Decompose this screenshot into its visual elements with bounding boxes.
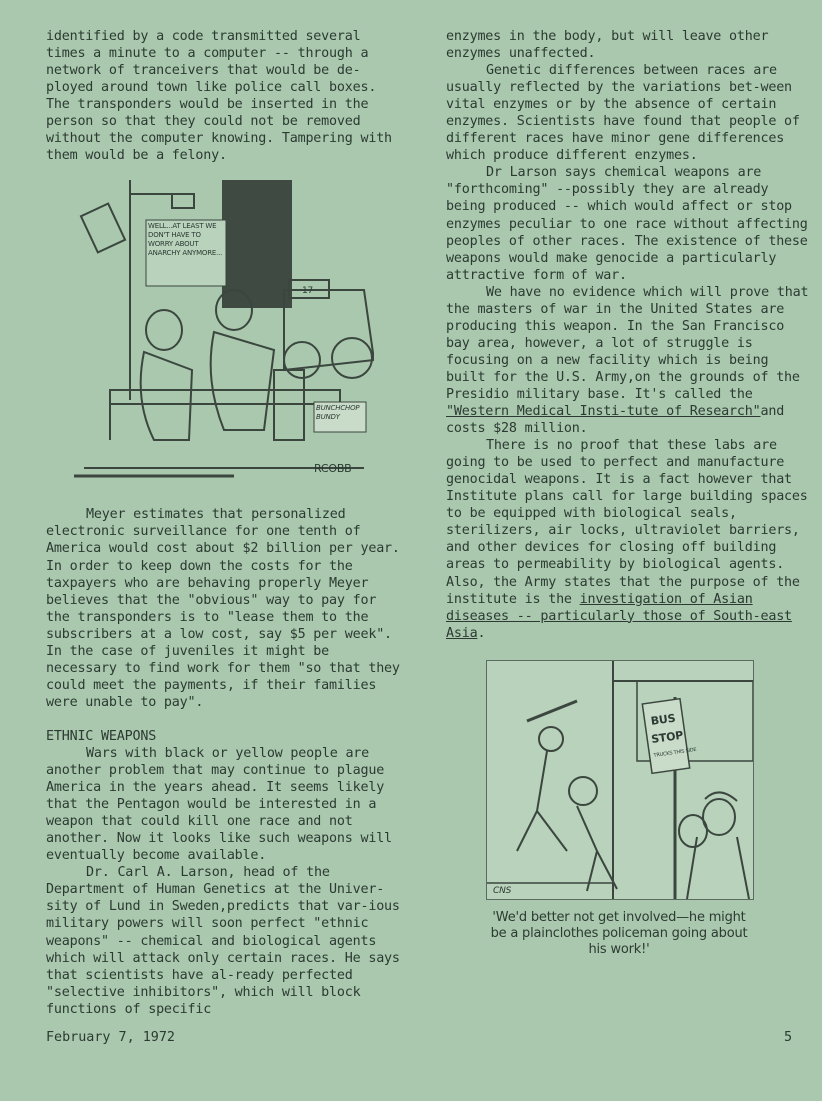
bus-stop-cartoon-drawing — [487, 661, 753, 899]
wars-paragraph: Wars with black or yellow people are another problem that may continue to plague America in the years ahead. It seems likely that the Pentagon would be interested in a weapon that could kill one race and not another. Now it looks like such weapons will eventually become available. — [46, 745, 392, 864]
asian-diseases-link: investigation of Asian diseases -- particularly those of South-east Asia — [446, 591, 792, 641]
page-number: 5 — [784, 1030, 793, 1045]
intro-paragraph: identified by a code transmitted several times a minute to a computer -- through a network of tranceivers that would be de-ployed around town like police call boxes. The transponders would be inserted in the person so that they could not be removed without the computer knowing. Tampering with them would be a felony. — [46, 29, 392, 164]
cartoon-caption: 'We'd better not get involved—he might be a plainclothes policeman going about his work!' — [490, 909, 748, 957]
tank-number: 17 — [302, 286, 314, 297]
footer-date: February 7, 1972 — [46, 1030, 175, 1045]
genetic-paragraph: Genetic differences between races are usually reflected by the variations bet-ween vital enzymes or by the absence of certain enzymes. Scientists have found that people of different races have minor gene differences which produce different enzymes. — [446, 63, 800, 164]
surveillance-cartoon-drawing — [74, 180, 374, 488]
cartoon-signature: RCOBB — [314, 462, 352, 476]
section-heading: ETHNIC WEAPONS — [46, 728, 157, 744]
institute-name: "Western Medical Insti-tute of Research" — [446, 404, 761, 420]
meyer-paragraph: Meyer estimates that personalized electronic surveillance for one tenth of America would cost about $2 billion per year. In order to keep down the costs for the taxpayers who are behaving properly Meyer believes that the "obvious" way to pay for the transponders is to "lease them to the subscribers at a low cost, say $5 per week". In the case of juveniles it might be necessary to find work for them "so that they could meet the payments, if their families were unable to pay". — [46, 507, 400, 710]
cartoon-sign: BUNCHCHOP BUNDY — [316, 404, 360, 422]
right-column — [446, 28, 810, 958]
proof-text-a: There is no proof that these labs are going to be used to perfect and manufacture genocidal weapons. It is a fact however that Institute plans call for large building spaces to be equipped with biological seals, sterilizers, air locks, ultraviolet barriers, and other devices for closing off building areas to permeability by biological agents. Also, the Army states that the purpose of the institute is the — [446, 438, 808, 607]
sign-stop: STOP — [650, 728, 684, 746]
evidence-text-b: and costs $28 million. — [446, 404, 785, 437]
sign-small: TRUCKS THIS SIDE — [653, 746, 697, 759]
bus-stop-cartoon — [486, 660, 754, 900]
proof-paragraph — [446, 437, 810, 642]
evidence-paragraph — [446, 284, 810, 437]
surveillance-cartoon — [74, 180, 374, 488]
cartoon-speech: WELL...AT LEAST WE DON'T HAVE TO WORRY ABOUT ANARCHY ANYMORE... — [148, 222, 223, 258]
forthcoming-paragraph: Dr Larson says chemical weapons are "forthcoming" --possibly they are already being produced -- which would affect or stop enzymes peculiar to one race without affecting peoples of other races. The existence of these weapons would make genocide a particularly attractive form of war. — [446, 165, 808, 283]
sign-bus: BUS — [649, 711, 677, 728]
evidence-text-a: We have no evidence which will prove that the masters of war in the United States are producing this weapon. In the San Francisco bay area, however, a lot of struggle is focusing on a new facility which is being built for the U.S. Army,on the grounds of the Presidio military base. It's called the — [446, 284, 809, 402]
left-column — [46, 28, 406, 1018]
proof-text-b: . — [477, 625, 486, 641]
larson-paragraph: Dr. Carl A. Larson, head of the Department of Human Genetics at the Univer-sity of Lund in Sweden,predicts that var-ious military powers will soon perfect "ethnic weapons" -- chemical and biological agents which will attack only certain races. He says that scientists have al-ready perfected "selective inhibitors", which will block functions of specific — [46, 865, 400, 1017]
enzymes-paragraph: enzymes in the body, but will leave other enzymes unaffected. — [446, 29, 769, 62]
cartoon-credit: CNS — [493, 885, 512, 896]
